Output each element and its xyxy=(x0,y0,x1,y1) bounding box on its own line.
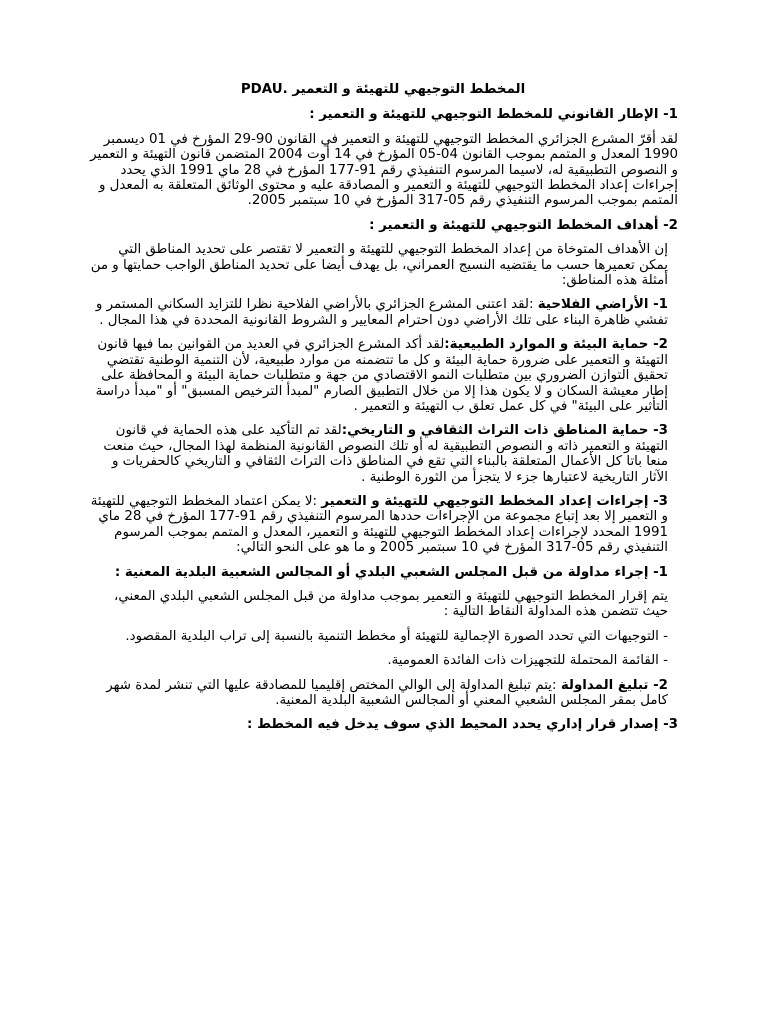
step-2-lead: 2- تبليغ المداولة xyxy=(560,677,668,693)
section-1-heading: 1- الإطار القانوني للمخطط التوجيهي للتهيئة و التعمير : xyxy=(309,107,678,123)
step-1-bullet-1: - التوجيهات التي تحدد الصورة الإجمالية للتهيئة أو مخطط التنمية بالنسبة إلى تراب البلدية المقصود. xyxy=(125,628,668,644)
step-1-bullet-2: - القائمة المحتملة للتجهيزات ذات الفائدة العمومية. xyxy=(387,653,668,669)
section-3 xyxy=(88,494,678,556)
point-3-lead: 3- حماية المناطق ذات التراث الثقافي و التاريخي: xyxy=(341,423,668,439)
document-page xyxy=(88,82,678,742)
step-3-heading: 3- إصدار قرار إداري يحدد المحيط الذي سوف يدخل فيه المخطط : xyxy=(247,717,678,733)
point-1-lead: 1- الأراضي الفلاحية xyxy=(537,297,668,313)
section-2-body: إن الأهداف المتوخاة من إعداد المخطط التوجيهي للتهيئة و التعمير لا تقتصر على تحديد المناطق التي يمكن تعميرها حسب ما يقتضيه النسيج العمراني، بل يهدف أيضا على تحديد المناطق الواجب حمايتها و من أمثلة هذه المناطق: xyxy=(90,242,668,289)
section-1-body: لقد أقرّ المشرع الجزائري المخطط التوجيهي للتهيئة و التعمير في القانون 90-29 المؤرخ في 01 ديسمبر 1990 المعدل و المتمم بموجب القانون 04-05 المؤرخ في 14 أوت 2004 المتضمن قانون التهيئة و التعمير و النصوص التطبيقية له، لاسيما المرسوم التنفيذي رقم 91-177 المؤرخ في 28 ماي 1991 الذي يحدد إجراءات إعداد المخطط التوجيهي للتهيئة و التعمير و المصادقة عليه و محتوى الوثائق المتعلقة به المعدل و المتمم بموجب المرسوم التنفيذي رقم 05-317 المؤرخ في 10 سبتمبر 2005. xyxy=(90,131,678,209)
section-3-lead: 3- إجراءات إعداد المخطط التوجيهي للتهيئة و التعمير xyxy=(321,493,668,509)
document-title xyxy=(88,82,678,97)
section-2-heading: 2- أهداف المخطط التوجيهي للتهيئة و التعمير : xyxy=(369,217,678,233)
step-2 xyxy=(88,678,678,709)
point-3-text: لقد تم التأكيد على هذه الحماية في قانون التهيئة و التعمير ذاته و النصوص التطبيقية له أو تلك النصوص القانونية المنظمة لهذا المجال، حيث منعت منعا باتا كل الأعمال المتعلقة بالبناء التي تقع في المناطق ذات التراث الثقافي و التاريخي كالحفريات و الآثار التاريخية لاعتبارها جزء لا يتجزأ من الثورة الوطنية . xyxy=(103,423,668,485)
point-agricultural-lands xyxy=(88,297,678,328)
title-text: المخطط التوجيهي للتهيئة و التعمير xyxy=(292,82,526,97)
point-2-text: لقد أكد المشرع الجزائري في العديد من القوانين بما فيها قانون التهيئة و التعمير على ضرورة حماية البيئة و كل ما تتضمنه من موارد طبيعية، لأن التنمية الوطنية تقتضي تحقيق التوازن الضروري بين متطلبات النمو الاقتصادي من جهة و متطلبات حماية البيئة و المحافظة على إطار معيشة السكان و لا يكون هذا إلا من خلال التطبيق الصارم "لمبدأ الترخيص المسبق" أو "مبدأ دراسة التأثير على البيئة" في كل عمل تعلق ب التهيئة و التعمير . xyxy=(95,337,668,414)
step-1-heading: 1- إجراء مداولة من قبل المجلس الشعبي البلدي أو المجالس الشعبية البلدية المعنية : xyxy=(114,564,668,580)
point-2-lead: 2- حماية البيئة و الموارد الطبيعية: xyxy=(444,337,668,353)
step-1-body: يتم إقرار المخطط التوجيهي للتهيئة و التعمير بموجب مداولة من قبل المجلس الشعبي البلدي المعني، حيث تتضمن هذه المداولة النقاط التالية : xyxy=(114,588,668,620)
title-abbr: PDAU. xyxy=(240,82,288,97)
point-environment xyxy=(88,337,678,414)
step-2-text: :يتم تبليغ المداولة إلى الوالي المختص إقليميا للمصادقة عليها التي تنشر لمدة شهر كامل بمقر المجلس الشعبي المعني أو المجالس الشعبية البلدية المعنية. xyxy=(106,677,668,708)
point-1-text: :لقد اعتنى المشرع الجزائري بالأراضي الفلاحية نظرا للتزايد السكاني المستمر و تفشي ظاهرة البناء على تلك الأراضي دون احترام المعايير و الشروط القانونية المحددة في هذا المجال . xyxy=(95,297,668,328)
point-heritage xyxy=(88,423,678,485)
section-3-text: :لا يمكن اعتماد المخطط التوجيهي للتهيئة و التعمير إلا بعد إتباع مجموعة من الإجراءات حددها المرسوم التنفيذي رقم 91-177 المؤرخ في 28 ماي 1991 المحدد لإجراءات إعداد المخطط التوجيهي للتهيئة و التعمير، المعدل و المتمم بموجب المرسوم التنفيذي رقم 05-317 المؤرخ في 10 سبتمبر 2005 و ما هو على النحو التالي: xyxy=(90,493,668,556)
